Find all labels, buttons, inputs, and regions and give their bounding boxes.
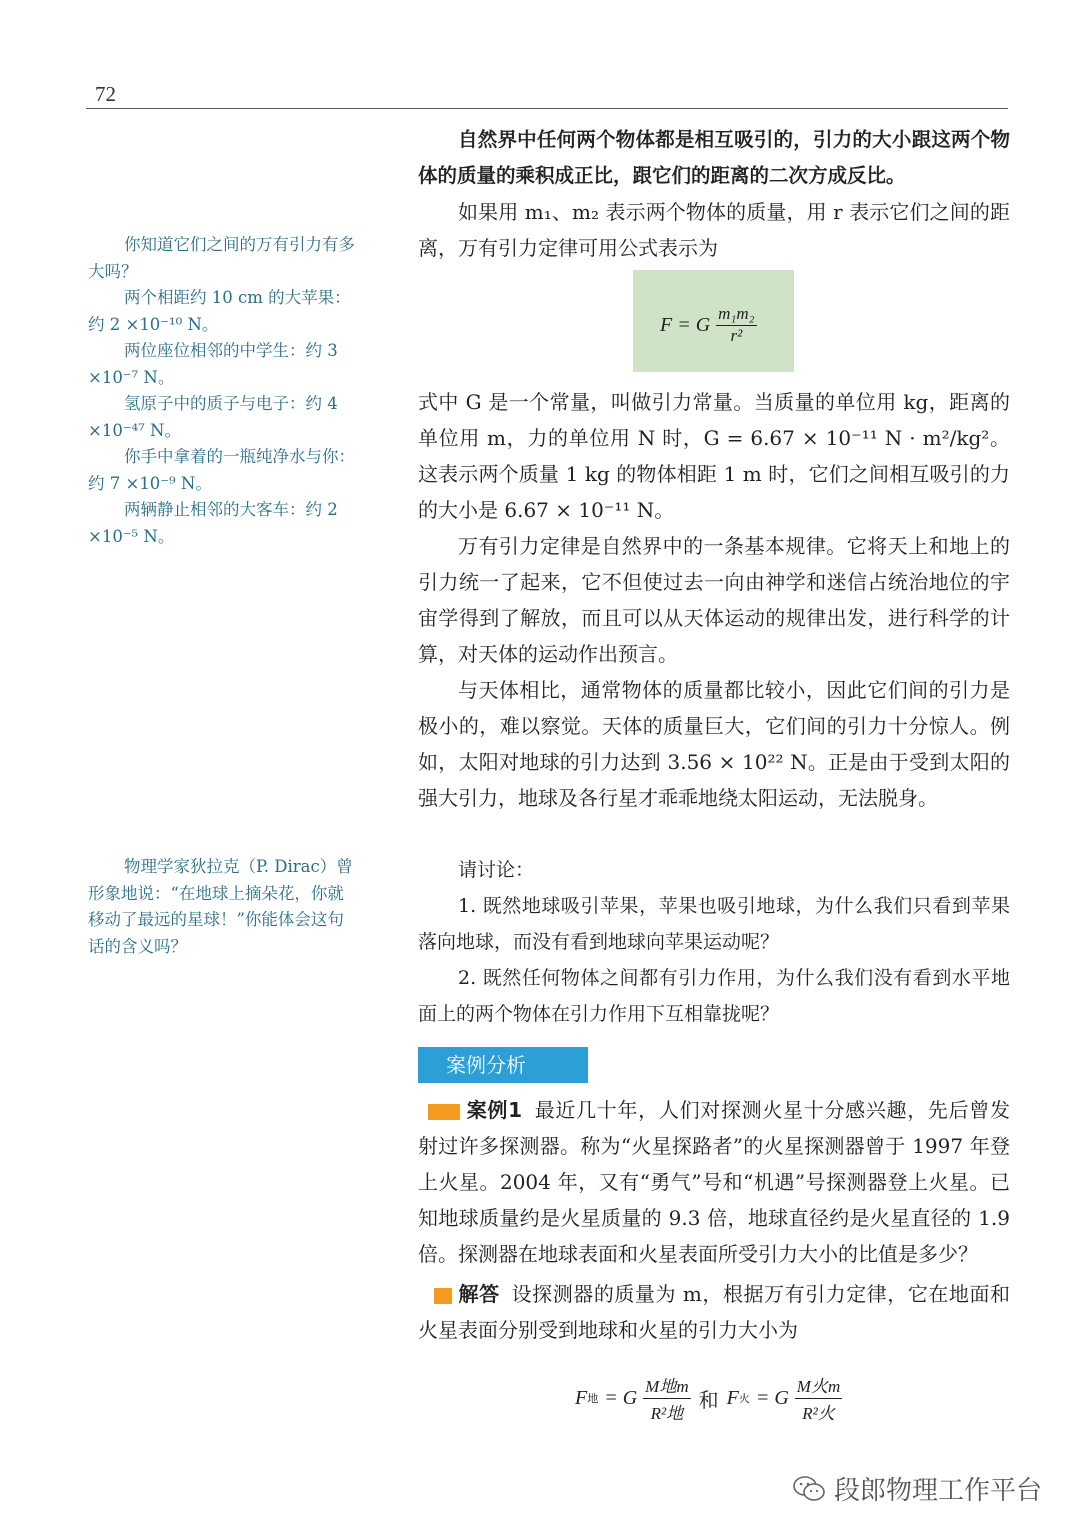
gravitation-formula [660,304,757,346]
main-text [418,122,1010,266]
paragraph-formula-intro: 如果用 m₁、m₂ 表示两个物体的质量，用 r 表示它们之间的距离，万有引力定律可用公式表示为 [418,200,1010,260]
answer-text: 设探测器的质量为 m，根据万有引力定律，它在地面和火星表面分别受到地球和火星的引力大小为 [418,1282,1011,1342]
discussion-question-1: 1. 既然地球吸引苹果，苹果也吸引地球，为什么我们只看到苹果落向地球，而没有看到地球向苹果运动呢？ [418,895,1010,953]
f-earth-sub: 地 [587,1393,599,1405]
equals-g: = G [604,1386,638,1409]
formula-lhs: F = G [660,313,711,336]
formula-denominator: r² [730,326,743,345]
discussion-block [418,852,1010,1032]
and-word: 和 [698,1389,719,1412]
sidebar-line: 你手中拿着的一瓶纯净水与你：约 7 ×10⁻⁹ N。 [88,447,355,493]
paragraph-significance: 万有引力定律是自然界中的一条基本规律。它将天上和地上的引力统一了起来，它不但使过去一向由神学和迷信占统治地位的宇宙学得到了解放，而且可以从天体运动的规律出发，进行科学的计算，对天体的运动作出预言。 [418,534,1010,666]
main-text-lower [418,384,1010,816]
earth-denominator: R²地 [650,1404,684,1423]
paragraph-constant: 式中 G 是一个常量，叫做引力常量。当质量的单位用 kg，距离的单位用 m，力的单位用 N 时，G = 6.67 × 10⁻¹¹ N · m²/kg²。这表示两个质量 1 kg 的物体相距 1 m 时，它们之间相互吸引的力的大小是 6.67 × 10⁻¹¹ N。 [418,390,1010,522]
sidebar-line: 你知道它们之间的万有引力有多大吗？ [88,235,355,281]
mars-fraction [795,1372,842,1424]
formula-fraction [716,304,756,346]
case-analysis-heading: 案例分析 [418,1047,588,1083]
case1-paragraph [418,1092,1010,1272]
case-block [418,1092,1010,1348]
f-mars: F [726,1386,739,1409]
answer-label: 解答 [458,1282,500,1306]
discussion-title: 请讨论： [458,859,535,881]
sidebar-line: 两位座位相邻的中学生：约 3 ×10⁻⁷ N。 [88,341,338,387]
watermark [792,1470,1042,1507]
answer-paragraph [418,1276,1010,1348]
sidebar-line: 两个相距约 10 cm 的大苹果：约 2 ×10⁻¹⁰ N。 [88,288,351,334]
case1-text: 最近几十年，人们对探测火星十分感兴趣，先后曾发射过许多探测器。称为“火星探路者”的火星探测器曾于 1997 年登上火星。2004 年，又有“勇气”号和“机遇”号探测器登上火星。已知地球质量约是火星质量的 9.3 倍，地球直径约是火星直径的 1.9 倍。探测器在地球表面和火星表面所受引力大小的比值是多少？ [418,1098,1011,1266]
case1-label: 案例1 [466,1098,523,1122]
sidebar-examples [88,232,358,550]
formula-numerator: m₁m₂ [716,304,756,326]
earth-numerator: M地m [643,1372,690,1399]
header-rule [86,108,1008,109]
sidebar-dirac [88,854,358,960]
wechat-icon [792,1475,826,1503]
f-earth: F [575,1386,588,1409]
equals-g-2: = G [755,1386,789,1409]
watermark-text: 段郎物理工作平台 [834,1476,1043,1506]
sidebar-dirac-text: 物理学家狄拉克（P. Dirac）曾形象地说：“在地球上摘朵花，你就移动了最远的星球！”你能体会这句话的含义吗？ [88,857,353,956]
paragraph-celestial: 与天体相比，通常物体的质量都比较小，因此它们间的引力是极小的，难以察觉。天体的质量巨大，它们间的引力十分惊人。例如，太阳对地球的引力达到 3.56 × 10²² N。正是由于受到太阳的强大引力，地球及各行星才乖乖地绕太阳运动，无法脱身。 [418,678,1010,810]
earth-fraction [643,1372,690,1424]
orange-marker-icon [428,1104,460,1120]
mars-denominator: R²火 [802,1404,835,1423]
force-formulas [575,1372,842,1424]
f-mars-sub: 火 [738,1393,750,1405]
sidebar-line: 两辆静止相邻的大客车：约 2 ×10⁻⁵ N。 [88,500,338,546]
orange-marker-icon [434,1288,452,1304]
discussion-question-2: 2. 既然任何物体之间都有引力作用，为什么我们没有看到水平地面上的两个物体在引力作用下互相靠拢呢？ [418,967,1010,1025]
mars-numerator: M火m [795,1372,842,1399]
page-number: 72 [95,82,116,106]
law-statement: 自然界中任何两个物体都是相互吸引的，引力的大小跟这两个物体的质量的乘积成正比，跟它们的距离的二次方成反比。 [418,128,1010,187]
sidebar-line: 氢原子中的质子与电子：约 4 ×10⁻⁴⁷ N。 [88,394,338,440]
